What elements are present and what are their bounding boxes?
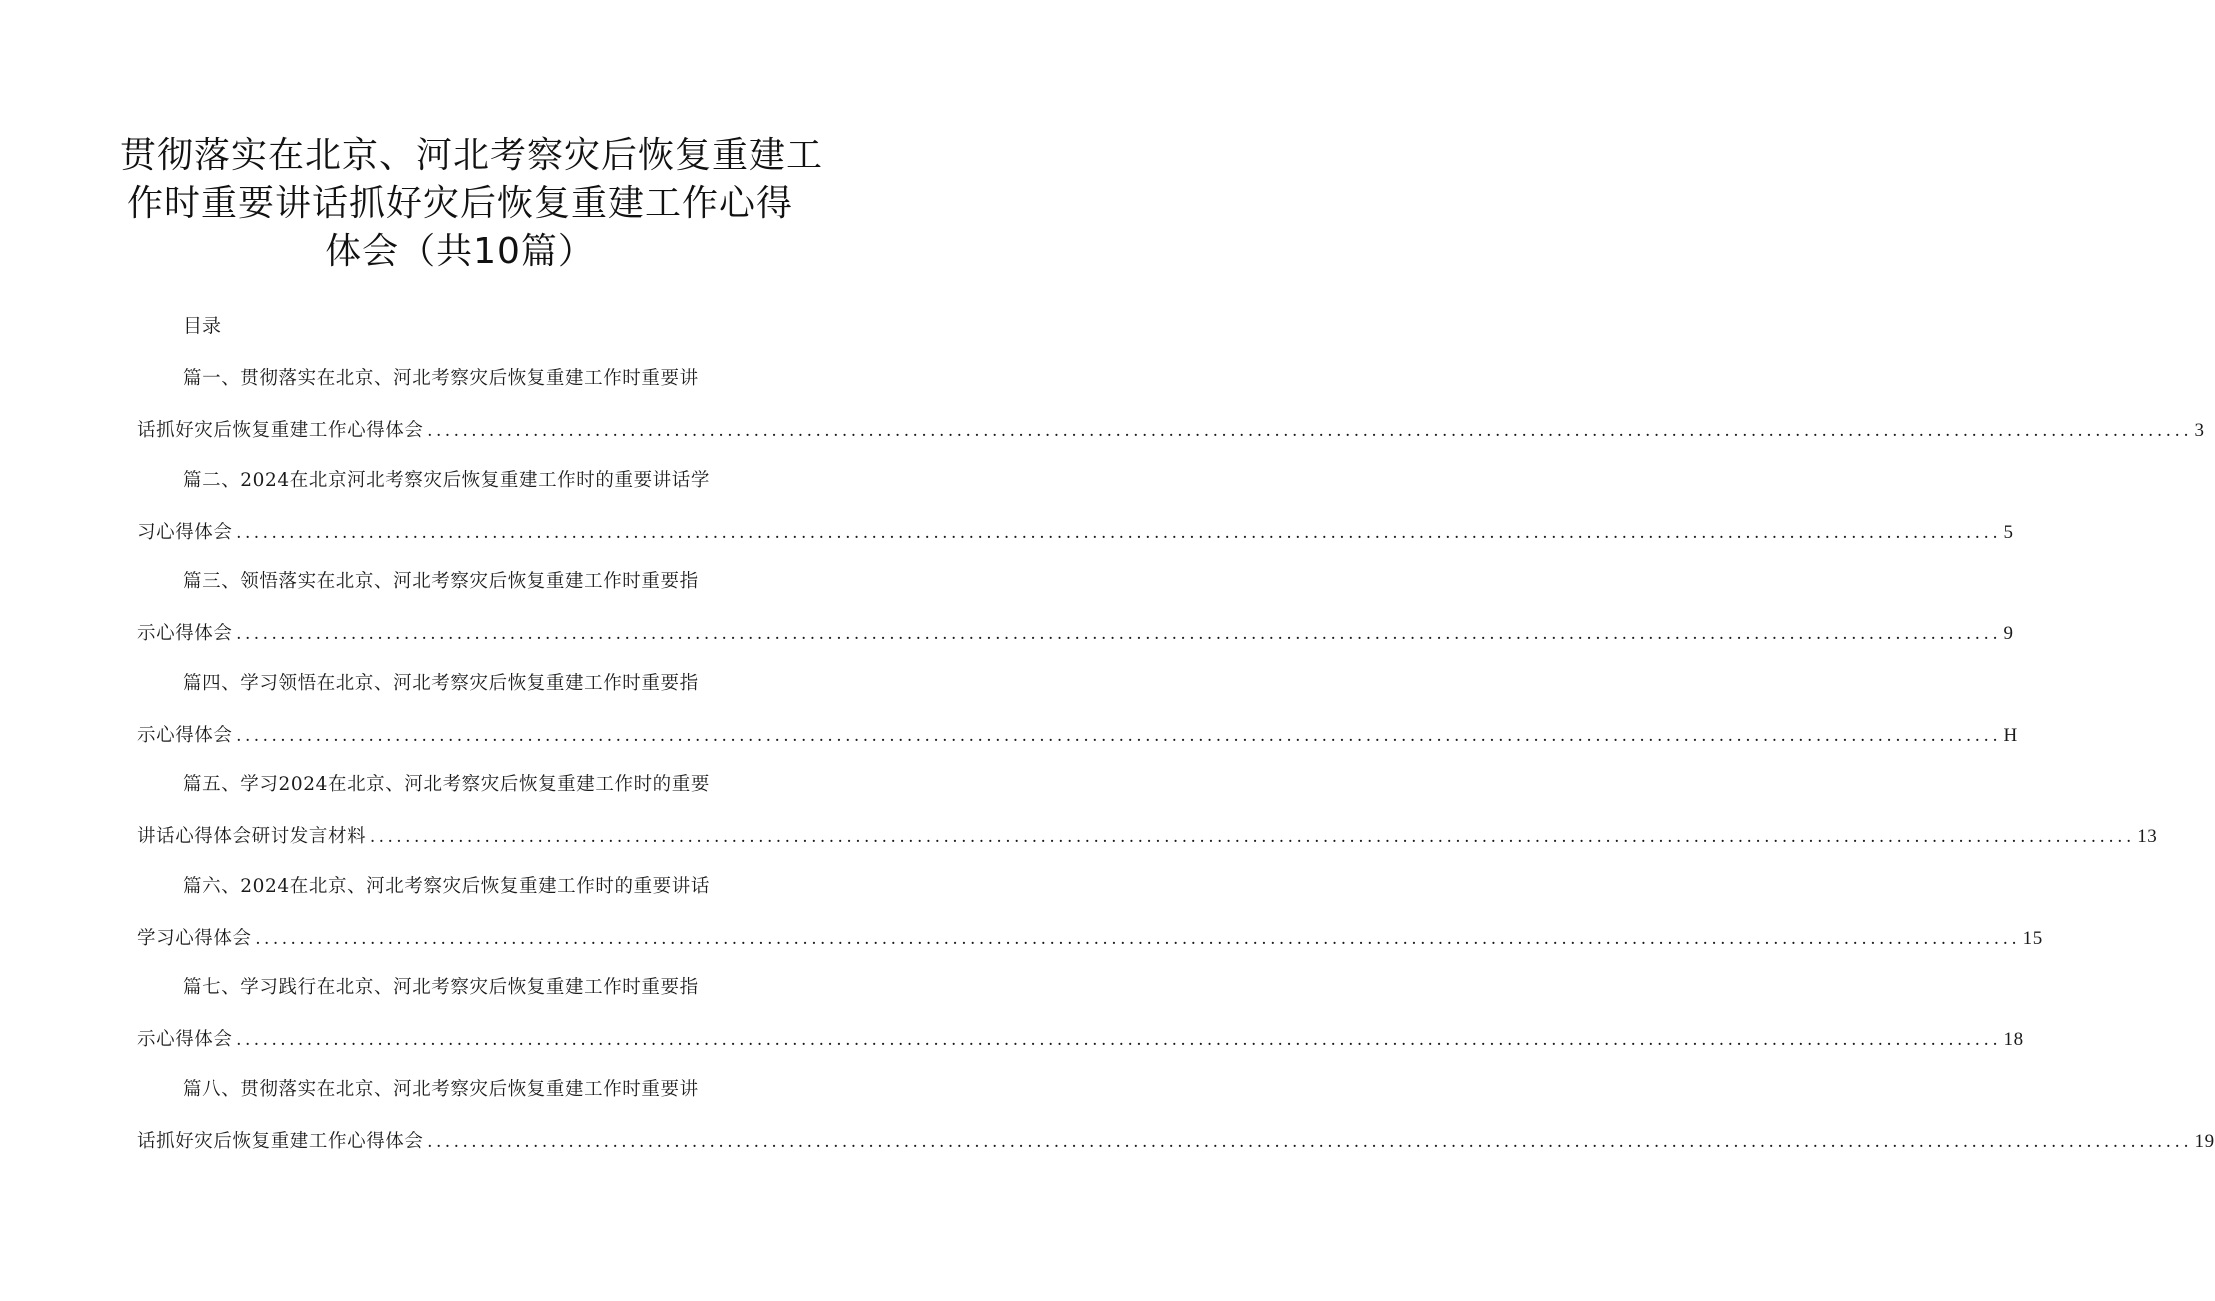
toc-page-number: H [2003, 725, 2018, 746]
toc-page-number: 3 [2194, 420, 2205, 441]
toc-entry-continuation[interactable] [137, 723, 2018, 749]
toc-entry-text: 习心得体会 [137, 522, 233, 543]
toc-heading: 目录 [183, 315, 222, 337]
title-line-3: 体会（共10篇） [325, 231, 595, 272]
toc-entry-text: 话抓好灾后恢复重建工作心得体会 [137, 420, 424, 441]
toc-entry-text: 示心得体会 [137, 725, 233, 746]
toc-entry-title[interactable]: 篇四、学习领悟在北京、河北考察灾后恢复重建工作时重要指 [183, 673, 699, 694]
toc-leader-dots: ........................................................................................................................................................................................................ [370, 827, 2136, 847]
toc-page-number: 15 [2022, 928, 2043, 949]
toc-leader-dots: ........................................................................................................................................................................................................ [255, 929, 2021, 949]
toc-entry-title[interactable]: 篇三、领悟落实在北京、河北考察灾后恢复重建工作时重要指 [183, 571, 699, 592]
toc-page-number: 9 [2003, 623, 2014, 644]
toc-leader-dots: ........................................................................................................................................................................................................ [236, 624, 2002, 644]
toc-entry-title[interactable]: 篇七、学习践行在北京、河北考察灾后恢复重建工作时重要指 [183, 977, 699, 998]
toc-leader-dots: ........................................................................................................................................................................................................ [427, 1132, 2193, 1152]
toc-page-number: 19 [2194, 1131, 2215, 1152]
toc-entry-continuation[interactable] [137, 418, 2205, 444]
toc-entry-continuation[interactable] [137, 824, 2158, 850]
toc-page-number: 13 [2137, 826, 2158, 847]
toc-leader-dots: ........................................................................................................................................................................................................ [236, 523, 2002, 543]
toc-entry-text: 话抓好灾后恢复重建工作心得体会 [137, 1131, 424, 1152]
toc-entry-text: 示心得体会 [137, 623, 233, 644]
title-line-2: 作时重要讲话抓好灾后恢复重建工作心得 [126, 183, 793, 224]
toc-entry-title[interactable]: 篇二、2024在北京河北考察灾后恢复重建工作时的重要讲话学 [183, 470, 710, 491]
toc-entry-continuation[interactable] [137, 926, 2043, 952]
toc-entry-title[interactable]: 篇一、贯彻落实在北京、河北考察灾后恢复重建工作时重要讲 [183, 368, 699, 389]
toc-leader-dots: ........................................................................................................................................................................................................ [427, 421, 2193, 441]
toc-entry-text: 示心得体会 [137, 1029, 233, 1050]
toc-entry-text: 讲话心得体会研讨发言材料 [137, 826, 367, 847]
toc-entry-title[interactable]: 篇六、2024在北京、河北考察灾后恢复重建工作时的重要讲话 [183, 876, 710, 897]
toc-entry-title[interactable]: 篇五、学习2024在北京、河北考察灾后恢复重建工作时的重要 [183, 774, 710, 795]
title-line-1: 贯彻落实在北京、河北考察灾后恢复重建工 [120, 135, 824, 176]
toc-page-number: 5 [2003, 522, 2014, 543]
toc-leader-dots: ........................................................................................................................................................................................................ [236, 1030, 2002, 1050]
toc-entry-continuation[interactable] [137, 1027, 2024, 1053]
toc-entry-text: 学习心得体会 [137, 928, 252, 949]
toc-entry-continuation[interactable] [137, 621, 2014, 647]
toc-entry-continuation[interactable] [137, 520, 2014, 546]
toc-leader-dots: ........................................................................................................................................................................................................ [236, 726, 2002, 746]
toc-entry-title[interactable]: 篇八、贯彻落实在北京、河北考察灾后恢复重建工作时重要讲 [183, 1079, 699, 1100]
toc-entry-continuation[interactable] [137, 1129, 2215, 1155]
document-title [120, 132, 824, 276]
toc-page-number: 18 [2003, 1029, 2024, 1050]
